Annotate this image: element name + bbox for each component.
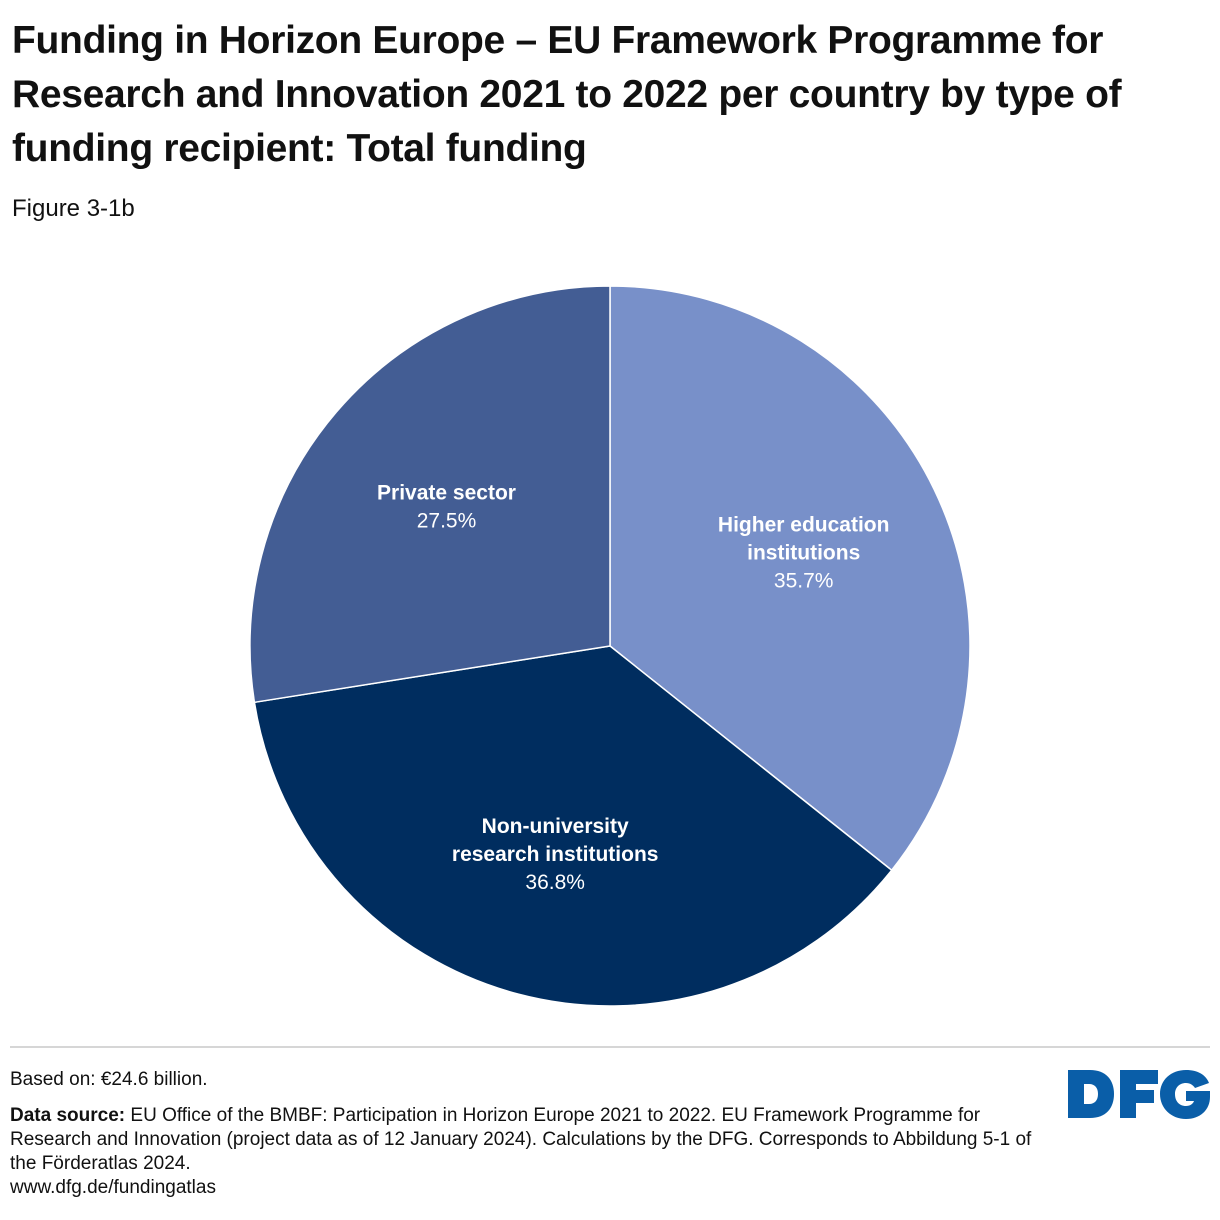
source-url: www.dfg.de/fundingatlas bbox=[10, 1177, 216, 1198]
dfg-logo-letter-f bbox=[1120, 1070, 1158, 1118]
data-source-note bbox=[10, 1104, 1050, 1176]
figure-number: Figure 3-1b bbox=[12, 195, 135, 222]
dfg-logo bbox=[1066, 1066, 1212, 1122]
footer-notes bbox=[10, 1068, 1050, 1200]
pie-slices bbox=[250, 286, 970, 1006]
footer-divider bbox=[10, 1046, 1210, 1048]
dfg-logo-letter-d bbox=[1068, 1070, 1114, 1118]
slice-label-name: institutions bbox=[747, 541, 861, 565]
slice-value-label: 27.5% bbox=[416, 509, 477, 533]
slice-label-name: Higher education bbox=[717, 513, 890, 537]
slice-value-label: 36.8% bbox=[525, 870, 585, 894]
dfg-logo-letter-g bbox=[1160, 1070, 1210, 1119]
slice-label-name: Non-university bbox=[481, 814, 629, 838]
dfg-logo-mark bbox=[1068, 1070, 1210, 1119]
based-on-note: Based on: €24.6 billion. bbox=[10, 1069, 208, 1090]
chart-title: Funding in Horizon Europe – EU Framework Programme for Research and Innovation 2021 to 2022 per country by type of funding recipient: Total funding bbox=[12, 19, 1122, 170]
slice-label-name: research institutions bbox=[451, 842, 659, 866]
slice-value-label: 35.7% bbox=[773, 569, 834, 593]
slice-label-name: Private sector bbox=[377, 481, 516, 505]
data-source-text: EU Office of the BMBF: Participation in Horizon Europe 2021 to 2022. EU Framework Programme for Research and Innovation (project data as of 12 January 2024). Calculations by the DFG. Corresponds to Abbildung 5-1 of the Förderatlas 2024. bbox=[10, 1105, 1032, 1174]
data-source-label: Data source: bbox=[10, 1105, 126, 1126]
